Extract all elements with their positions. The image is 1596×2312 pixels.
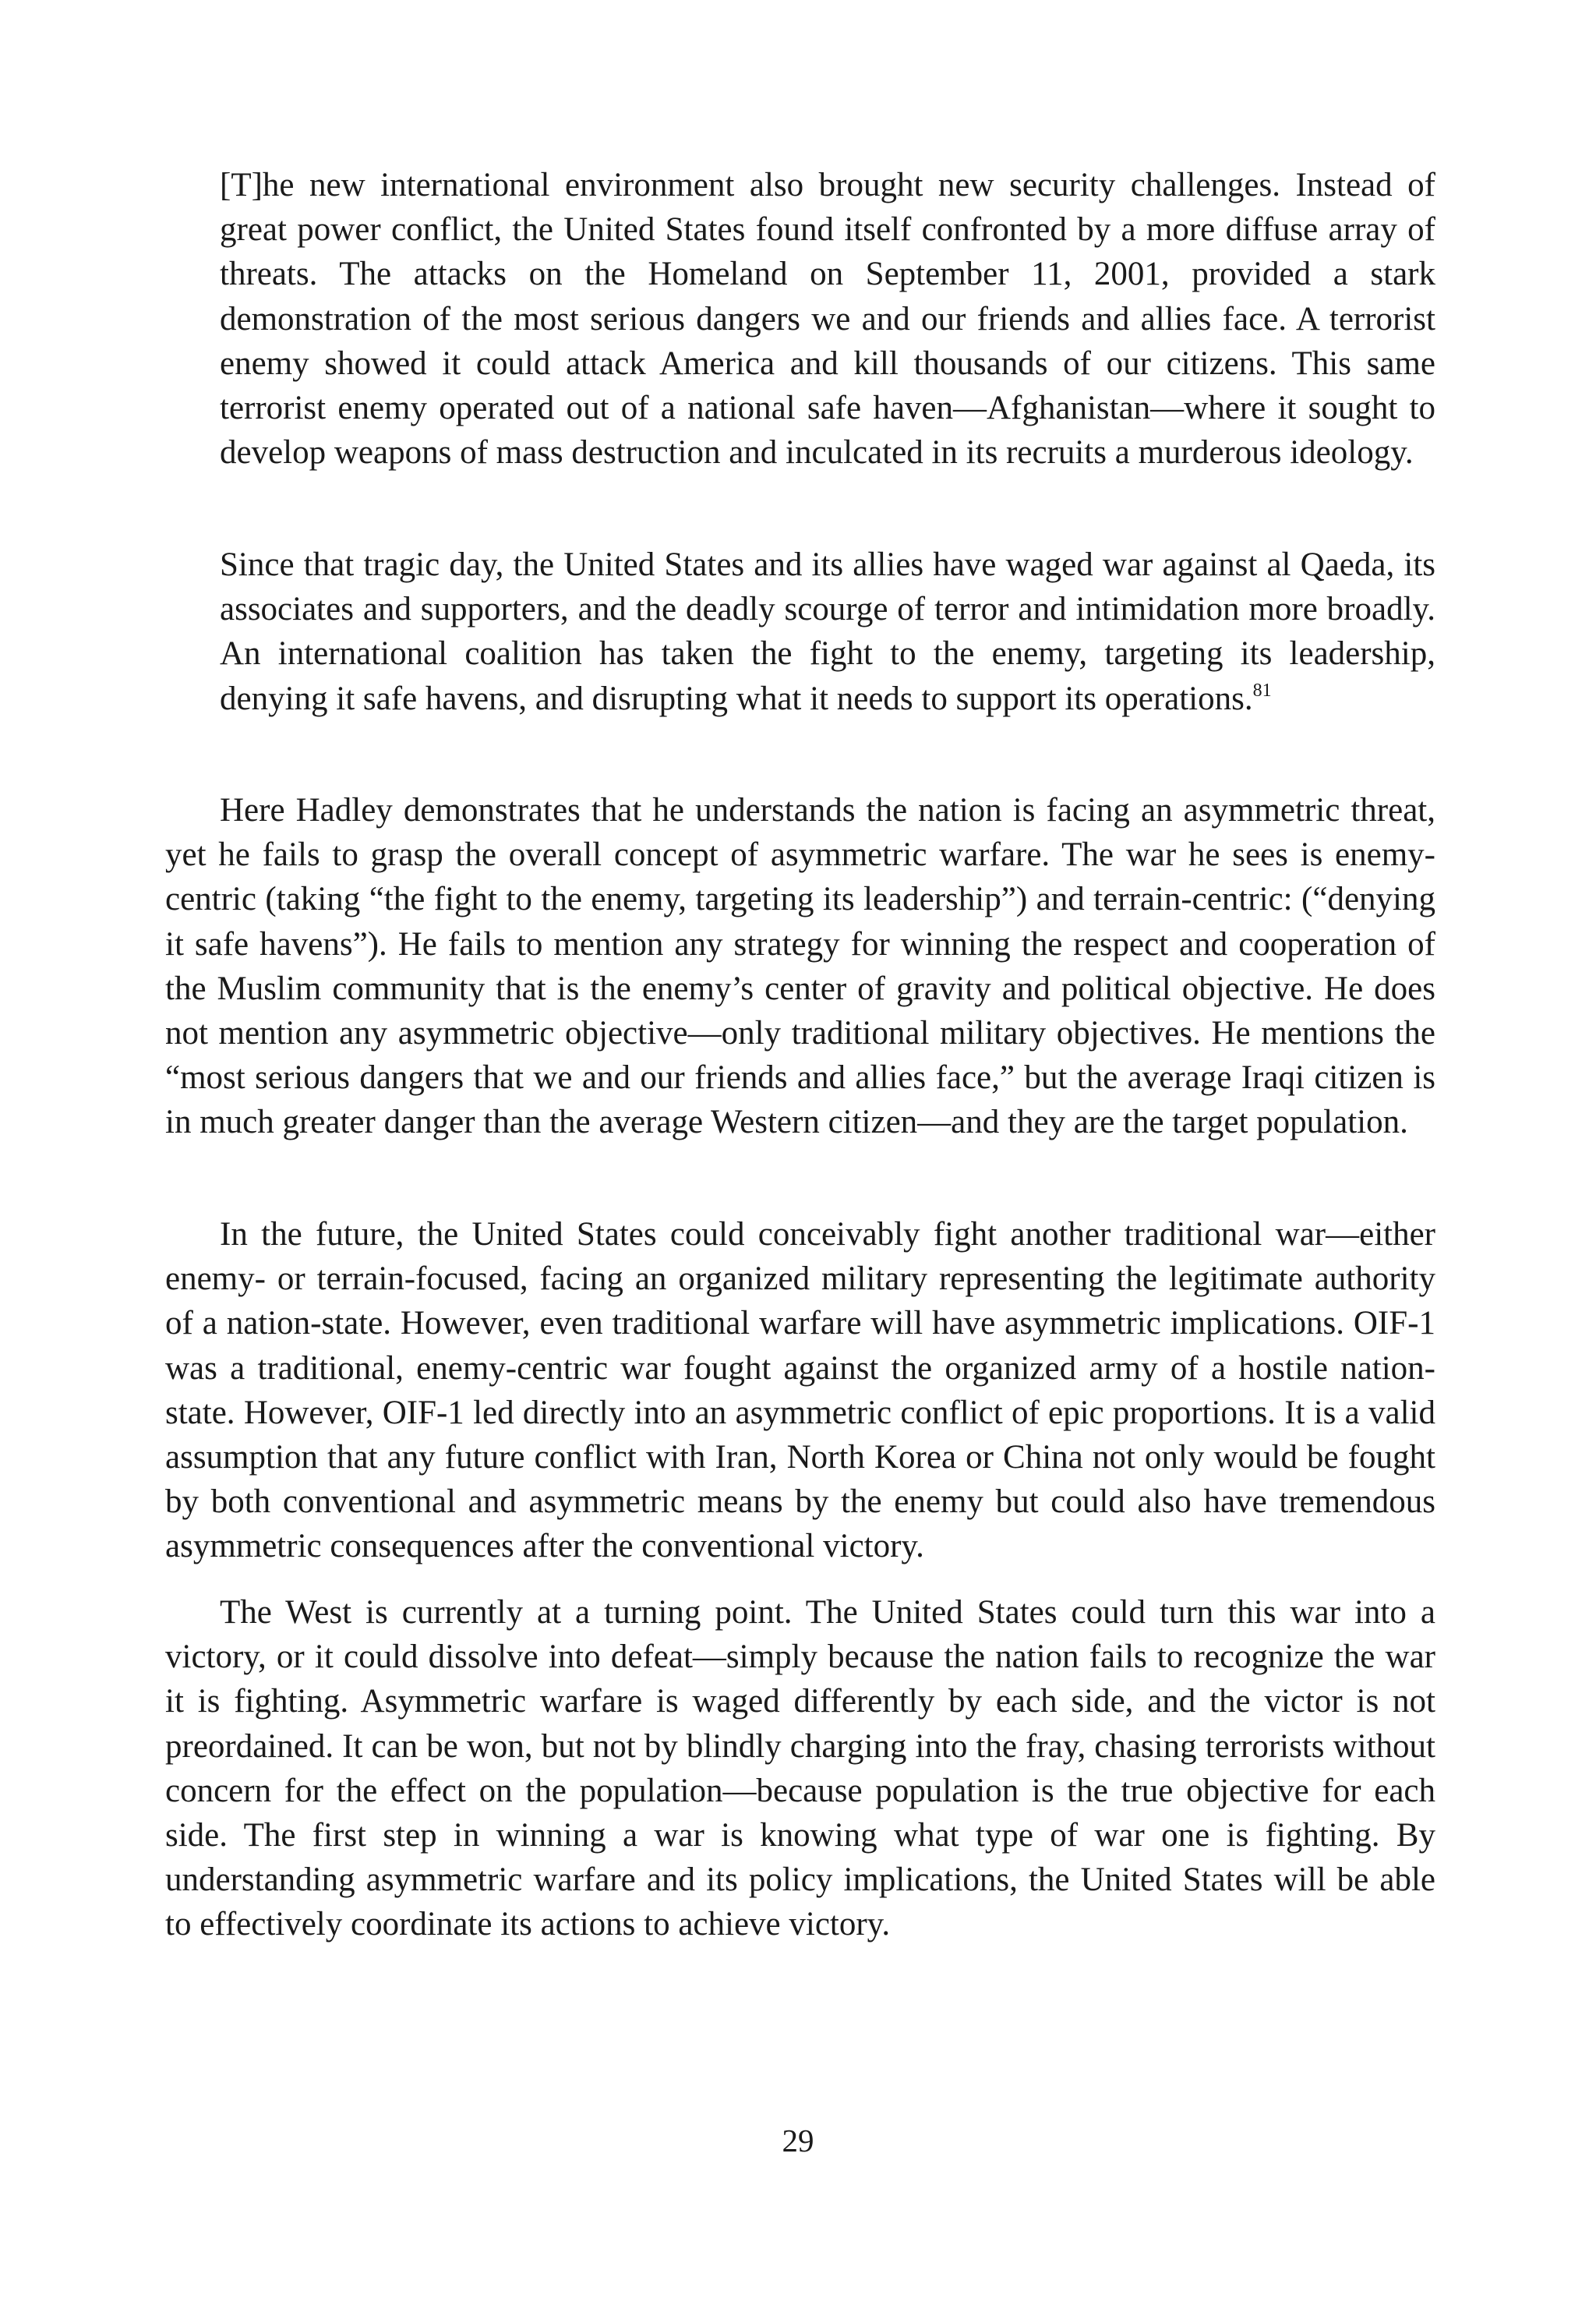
body-paragraph-3: The West is currently at a turning point. The United States could turn this war into a victory, or it could dissolve into defeat—simply because the nation fails to recognize the war it is fighting. Asymmetric warfare is waged differently by each side, and the victor is not preordained. It can be won, but not by blindly charging into the fray, chasing terrorists without concern for the effect on the population—because population is the true objective for each side. The first step in winning a war is knowing what type of war one is fighting. By understanding asymmetric warfare and its policy implications, the United States will be able to effectively coordinate its actions to achieve victory.: [165, 1594, 1435, 1943]
footnote-reference: 81: [1252, 680, 1272, 701]
body-paragraph-1: Here Hadley demonstrates that he understands the nation is facing an asymmetric threat, yet he fails to grasp the overall concept of asymmetric warfare. The war he sees is enemy-centric (taking “the fight to the enemy, targeting its leadership”) and terrain-centric: (“denying it safe havens”). He fails to mention any strategy for winning the respect and cooperation of the Muslim community that is the enemy’s center of gravity and political objective. He does not mention any asymmetric objective—only traditional military objectives. He mentions the “most serious dangers that we and our friends and allies face,” but the average Iraqi citizen is in much greater danger than the average Western citizen—and they are the target population.: [165, 792, 1435, 1141]
body-paragraph-2: In the future, the United States could conceivably fight another traditional war—either enemy- or terrain-focused, facing an organized military representing the legitimate authority of a nation-state. However, even traditional warfare will have asymmetric implications. OIF-1 was a traditional, enemy-centric war fought against the organized army of a hostile nation-state. However, OIF-1 led directly into an asymmetric conflict of epic proportions. It is a valid assumption that any future conflict with Iran, North Korea or China not only would be fought by both conventional and asymmetric means by the enemy but could also have tremendous asymmetric consequences after the conventional victory.: [165, 1216, 1435, 1565]
block-quote-paragraph-2-text: Since that tragic day, the United States and its allies have waged war against al Qaeda, its associates and supporters, and the deadly scourge of terror and intimidation more broadly. An international coalition has taken the fight to the enemy, targeting its leadership, denying it safe havens, and disrupting what it needs to support its operations.: [220, 546, 1435, 717]
page-number: 29: [782, 2123, 814, 2158]
block-quote-paragraph-1: [T]he new international environment also brought new security challenges. Instead of great power conflict, the United States found itself confronted by a more diffuse array of threats. The attacks on the Homeland on September 11, 2001, provided a stark demonstration of the most serious dangers we and our friends and allies face. A terrorist enemy showed it could attack America and kill thousands of our citizens. This same terrorist enemy operated out of a national safe haven—Afghanistan—where it sought to develop weapons of mass destruction and inculcated in its recruits a murderous ideology.: [220, 167, 1435, 472]
block-quote-paragraph-2: [220, 543, 1435, 721]
